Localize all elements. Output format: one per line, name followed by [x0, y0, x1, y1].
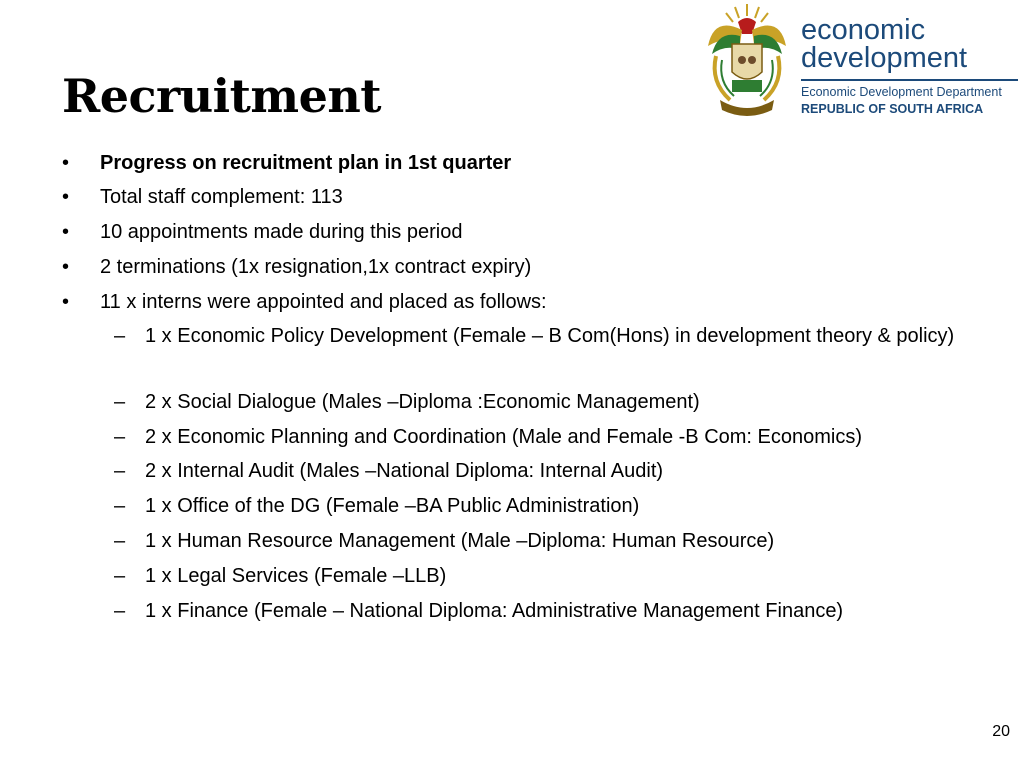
sub-bullet-marker: – [114, 391, 126, 413]
sub-bullet-text: 2 x Social Dialogue (Males –Diploma :Economic Management) [145, 391, 700, 413]
sub-bullet-text: 1 x Economic Policy Development (Female – B Com(Hons) in development theory & policy) [145, 325, 955, 347]
logo-department-name: Economic Development Department [801, 85, 1002, 99]
sub-bullet-text: 2 x Internal Audit (Males –National Diploma: Internal Audit) [145, 460, 664, 482]
bullet-marker: • [62, 291, 70, 313]
sub-bullet-marker: – [114, 530, 126, 552]
logo-word-economic: economic [801, 14, 926, 46]
sub-bullet-marker: – [114, 565, 126, 587]
sub-bullet-marker: – [114, 600, 126, 622]
bullet-text: 11 x interns were appointed and placed as follows: [100, 291, 547, 313]
sub-bullet-text: 1 x Human Resource Management (Male –Diploma: Human Resource) [145, 530, 775, 552]
sub-bullet-marker: – [114, 495, 126, 517]
bullet-marker: • [62, 256, 70, 278]
bullet-text: Total staff complement: 113 [100, 186, 343, 208]
sub-bullet-marker: – [114, 460, 126, 482]
sub-bullet-text: 1 x Office of the DG (Female –BA Public Administration) [145, 495, 640, 517]
sub-bullet-text: 1 x Legal Services (Female –LLB) [145, 565, 447, 587]
bullet-marker: • [62, 152, 70, 174]
slide-title: Recruitment [62, 69, 382, 123]
bullet-text: 10 appointments made during this period [100, 221, 463, 243]
sub-bullet-text: 2 x Economic Planning and Coordination (Male and Female -B Com: Economics) [145, 426, 863, 448]
bullet-marker: • [62, 221, 70, 243]
sub-bullet-text: 1 x Finance (Female – National Diploma: Administrative Management Finance) [145, 600, 844, 622]
page-number: 20 [992, 723, 1010, 740]
sub-bullet-marker: – [114, 325, 126, 347]
logo-divider [801, 79, 1018, 81]
bullet-text: Progress on recruitment plan in 1st quarter [100, 152, 512, 174]
logo-country-name: REPUBLIC OF SOUTH AFRICA [801, 102, 984, 116]
logo-word-development: development [801, 42, 968, 74]
bullet-text: 2 terminations (1x resignation,1x contract expiry) [100, 256, 532, 278]
bullet-marker: • [62, 186, 70, 208]
economic-development-logo [702, 0, 1024, 124]
sub-bullet-marker: – [114, 426, 126, 448]
coat-of-arms-icon [702, 0, 792, 124]
